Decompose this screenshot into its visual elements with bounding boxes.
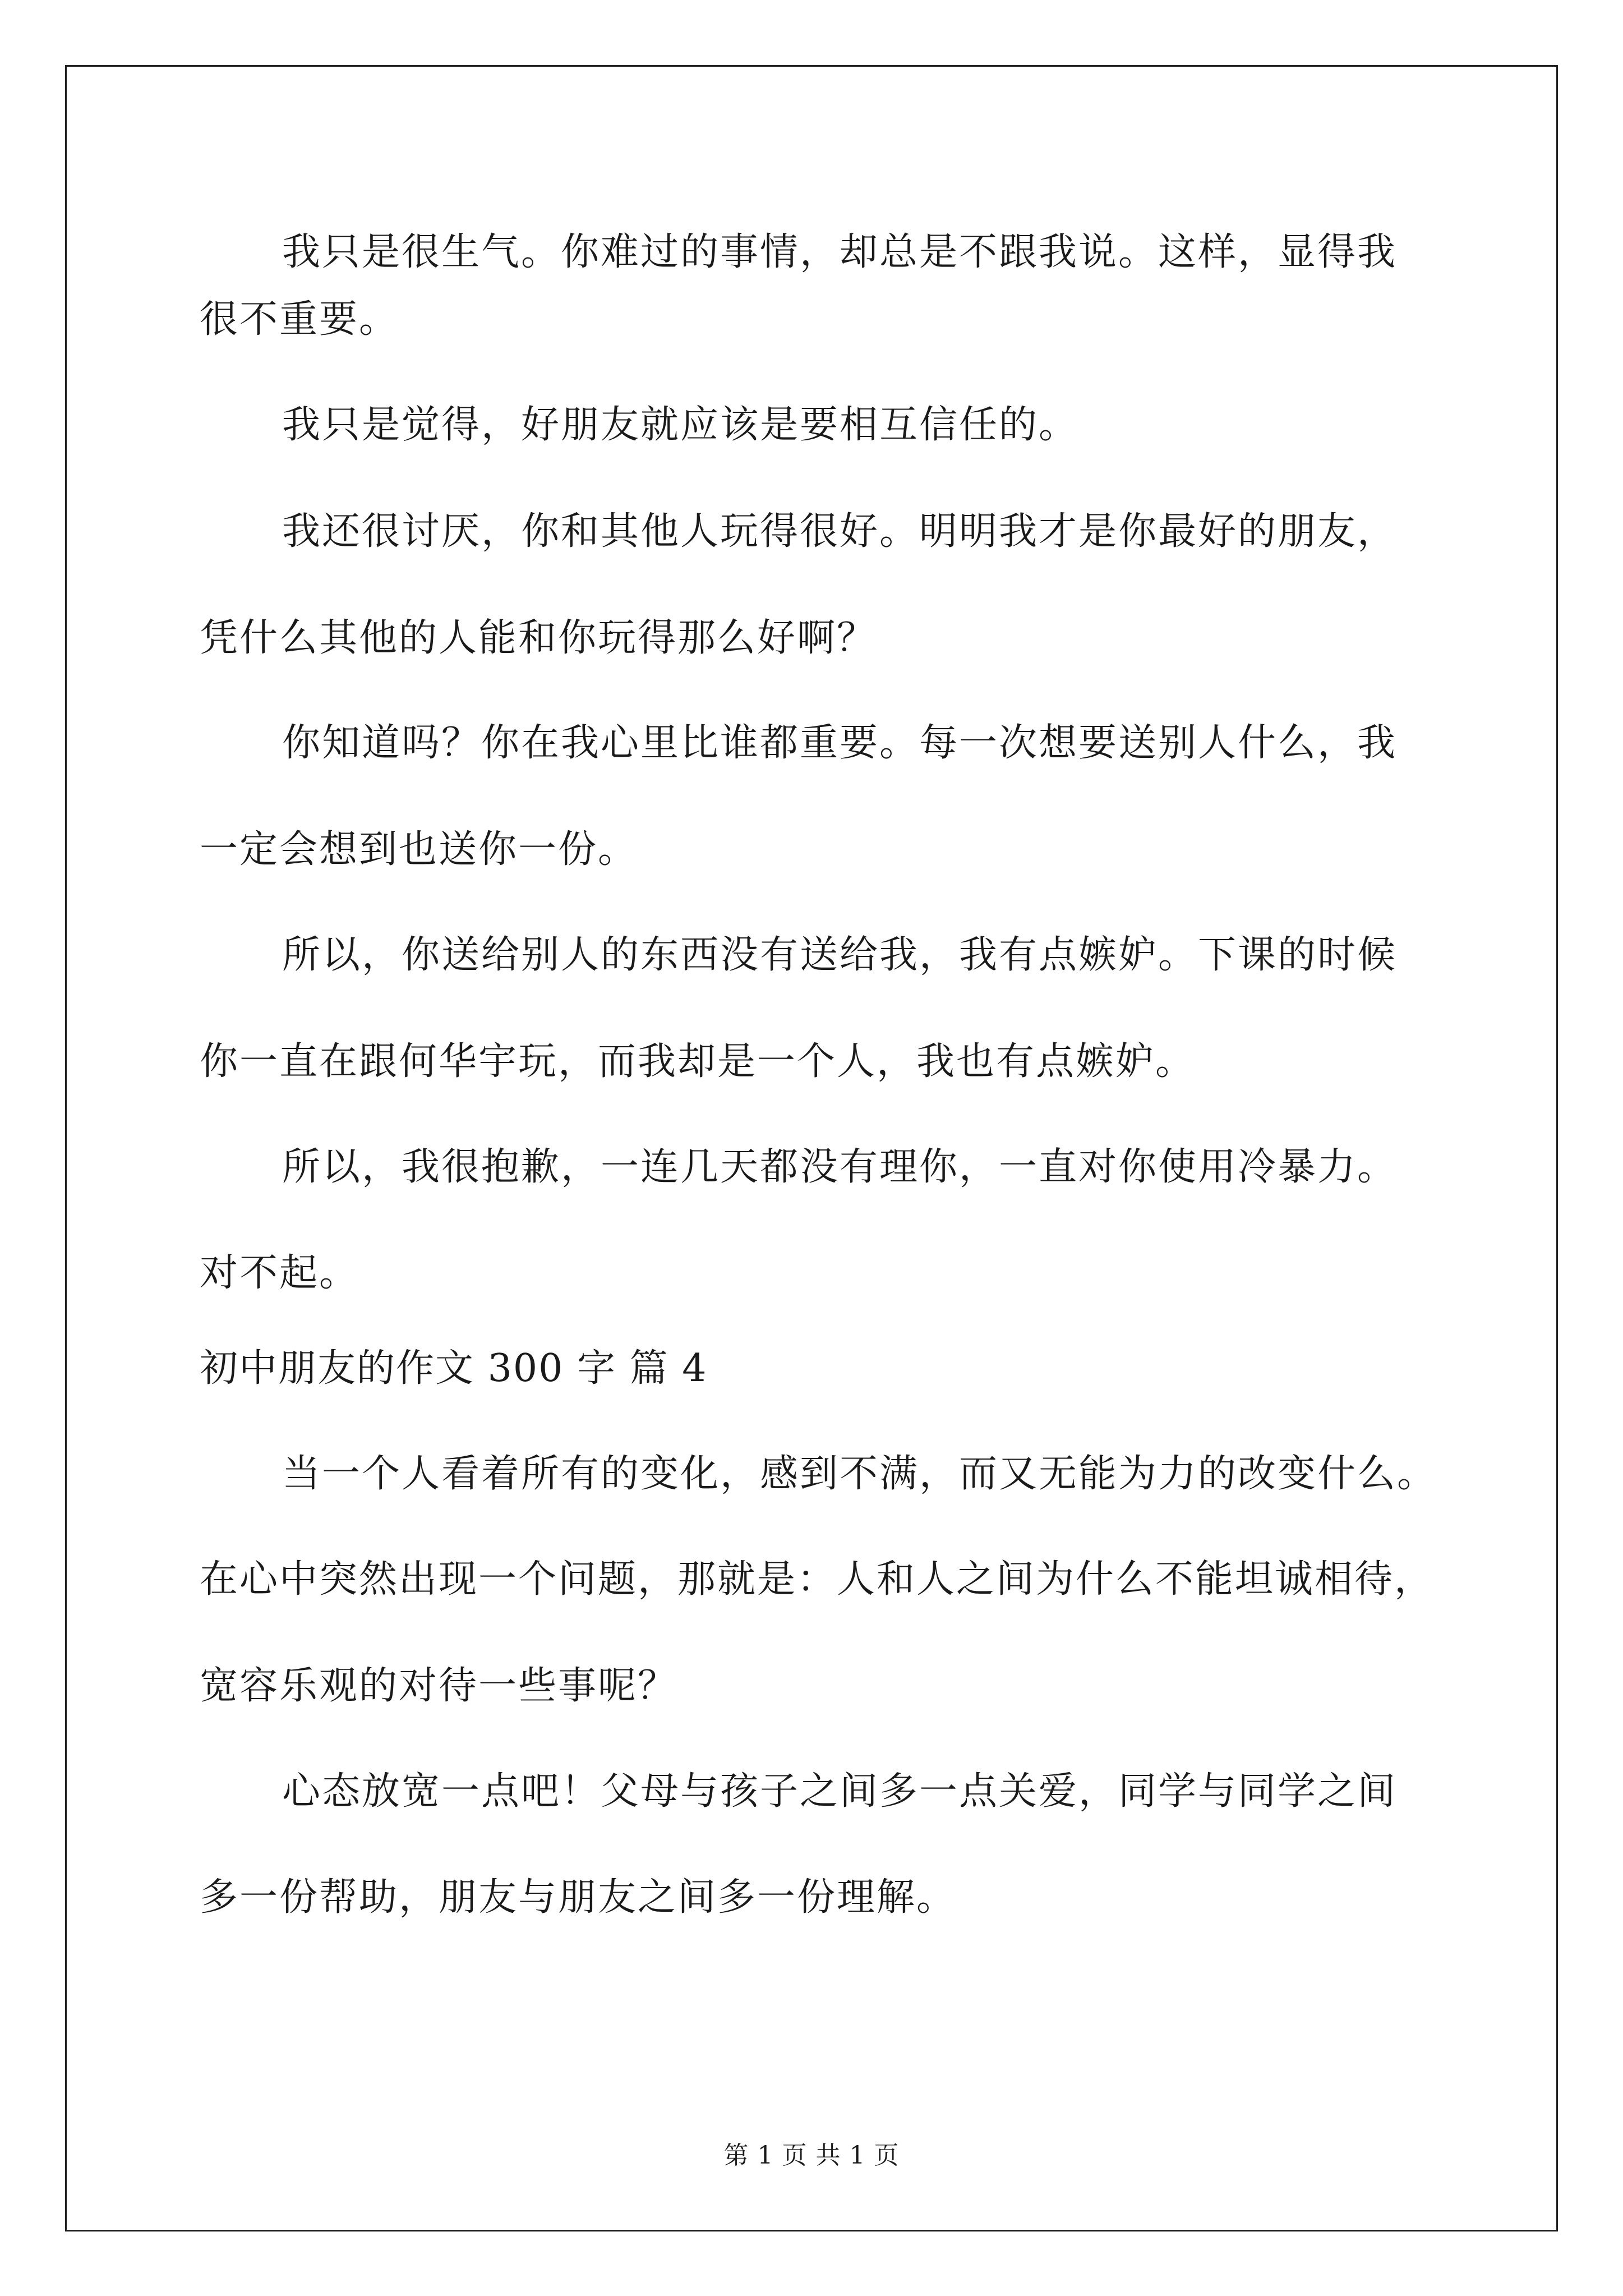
- paragraph-line: 宽容乐观的对待一些事呢？: [200, 1664, 678, 1708]
- paragraph-line: 对不起。: [200, 1251, 359, 1295]
- paragraph-line: 所以，我很抱歉，一连几天都没有理你，一直对你使用冷暴力。: [282, 1145, 1398, 1189]
- paragraph-line: 很不重要。: [200, 297, 399, 342]
- paragraph-line: 我还很讨厌，你和其他人玩得很好。明明我才是你最好的朋友，: [282, 509, 1398, 554]
- paragraph-line: 我只是很生气。你难过的事情，却总是不跟我说。这样，显得我: [282, 230, 1398, 274]
- paragraph-line: 凭什么其他的人能和你玩得那么好啊？: [200, 616, 877, 660]
- paragraph-line: 你知道吗？你在我心里比谁都重要。每一次想要送别人什么，我: [282, 721, 1398, 765]
- paragraph-line: 多一份帮助，朋友与朋友之间多一份理解。: [200, 1875, 957, 1920]
- paragraph-line: 心态放宽一点吧！父母与孩子之间多一点关爱，同学与同学之间: [282, 1769, 1398, 1814]
- paragraph-line: 所以，你送给别人的东西没有送给我，我有点嫉妒。下课的时候: [282, 933, 1398, 977]
- page-number-footer: 第 1 页 共 1 页: [723, 2141, 900, 2170]
- paragraph-line: 我只是觉得，好朋友就应该是要相互信任的。: [282, 403, 1079, 447]
- paragraph-line: 你一直在跟何华宇玩，而我却是一个人，我也有点嫉妒。: [200, 1039, 1196, 1084]
- paragraph-line: 在心中突然出现一个问题，那就是：人和人之间为什么不能坦诚相待，: [200, 1557, 1435, 1602]
- paragraph-line: 当一个人看着所有的变化，感到不满，而又无能为力的改变什么。: [282, 1452, 1437, 1496]
- paragraph-line: 一定会想到也送你一份。: [200, 827, 638, 872]
- section-heading: 初中朋友的作文 300 字 篇 4: [200, 1346, 708, 1391]
